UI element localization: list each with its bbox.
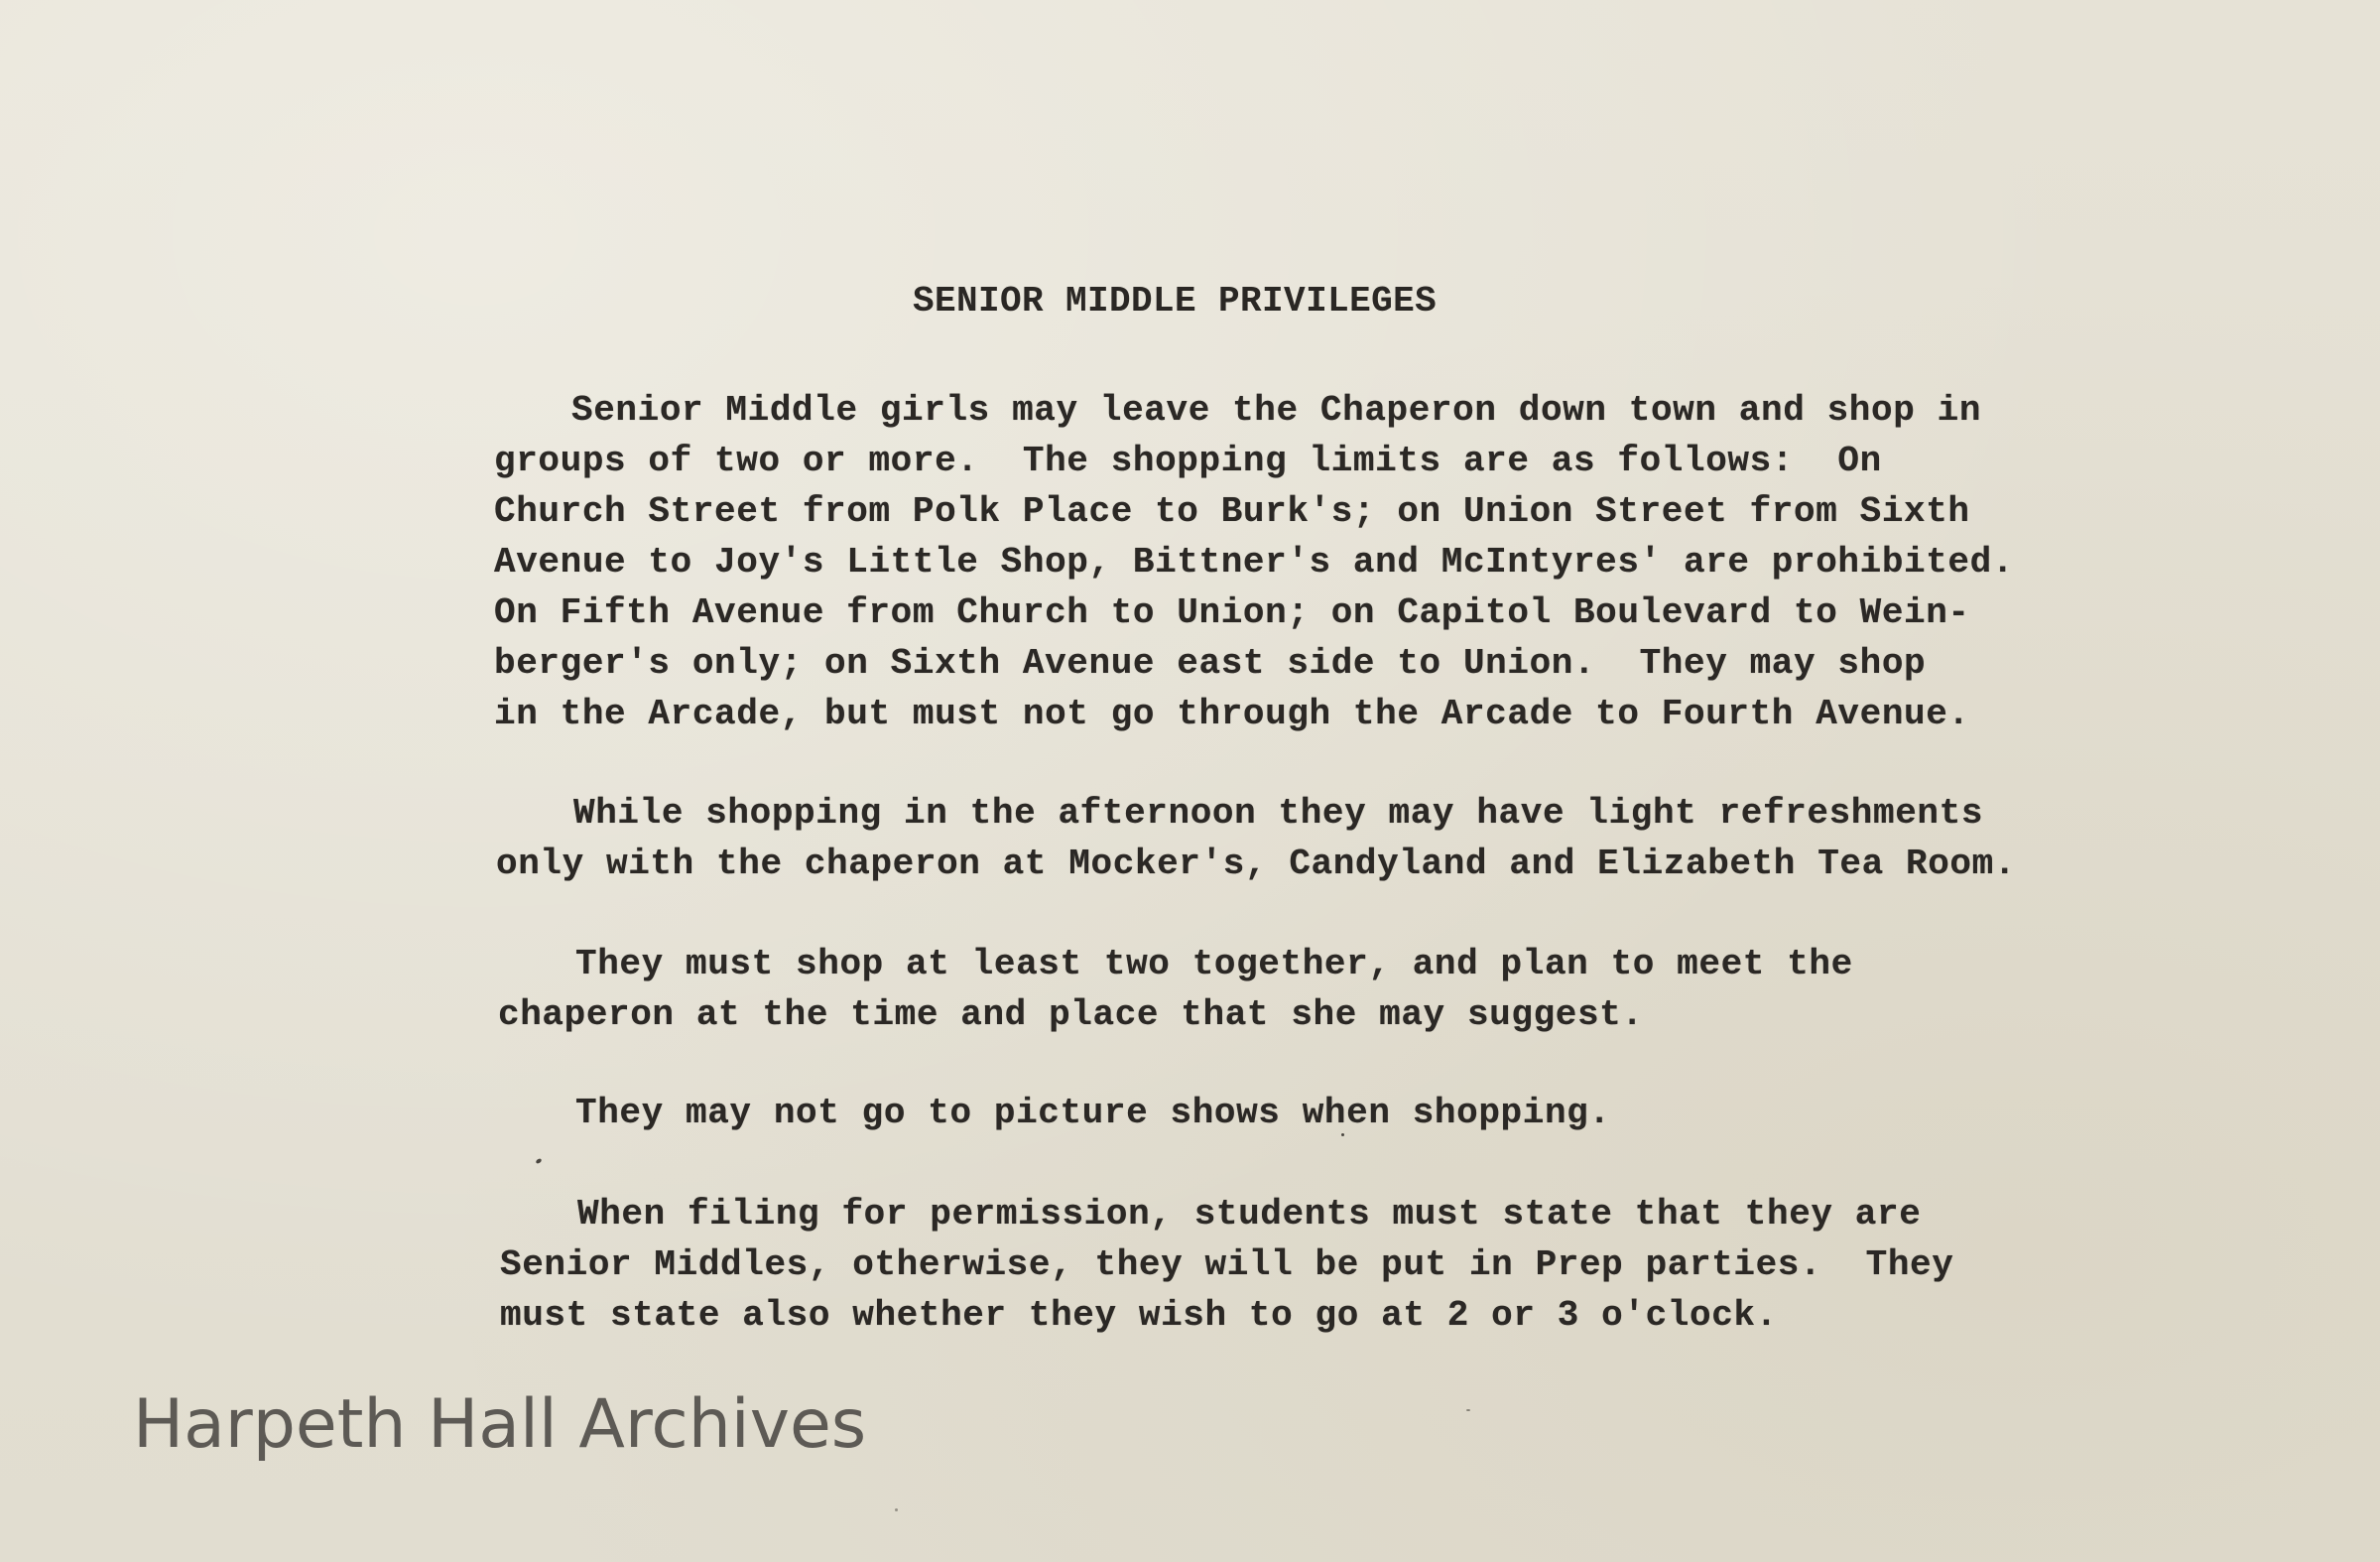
paragraph-shopping-limits xyxy=(494,385,2014,739)
text-line: Senior Middle girls may leave the Chaperon down town and shop in xyxy=(571,390,1982,431)
ink-speck xyxy=(1466,1409,1470,1411)
text-line: must state also whether they wish to go at 2 or 3 o'clock. xyxy=(500,1295,1778,1336)
text-line: only with the chaperon at Mocker's, Candyland and Elizabeth Tea Room. xyxy=(496,844,2017,884)
ink-speck xyxy=(895,1508,898,1511)
paragraph-filing-permission xyxy=(500,1189,1953,1341)
text-line: in the Arcade, but must not go through the Arcade to Fourth Avenue. xyxy=(494,694,1970,734)
text-line: chaperon at the time and place that she may suggest. xyxy=(498,994,1644,1035)
text-line: They may not go to picture shows when shopping. xyxy=(575,1093,1611,1133)
text-line: Senior Middles, otherwise, they will be put in Prep parties. They xyxy=(500,1244,1954,1285)
paragraph-picture-shows xyxy=(498,1088,1611,1138)
paragraph-shop-together xyxy=(498,939,1853,1040)
archive-watermark: Harpeth Hall Archives xyxy=(133,1385,867,1464)
text-line: berger's only; on Sixth Avenue east side to Union. They may shop xyxy=(494,643,1927,684)
text-line: groups of two or more. The shopping limits are as follows: On xyxy=(494,441,1882,481)
ink-speck xyxy=(535,1158,542,1165)
text-line: When filing for permission, students must state that they are xyxy=(577,1194,1922,1235)
text-line: Church Street from Polk Place to Burk's; on Union Street from Sixth xyxy=(494,491,1970,532)
ink-speck xyxy=(1341,1133,1344,1136)
document-title: SENIOR MIDDLE PRIVILEGES xyxy=(913,281,1438,322)
text-line: Avenue to Joy's Little Shop, Bittner's and McIntyres' are prohibited. xyxy=(494,542,2015,583)
text-line: On Fifth Avenue from Church to Union; on Capitol Boulevard to Wein- xyxy=(494,592,1970,633)
paragraph-refreshments xyxy=(496,788,2016,889)
text-line: They must shop at least two together, and plan to meet the xyxy=(575,944,1853,984)
text-line: While shopping in the afternoon they may have light refreshments xyxy=(573,793,1984,834)
